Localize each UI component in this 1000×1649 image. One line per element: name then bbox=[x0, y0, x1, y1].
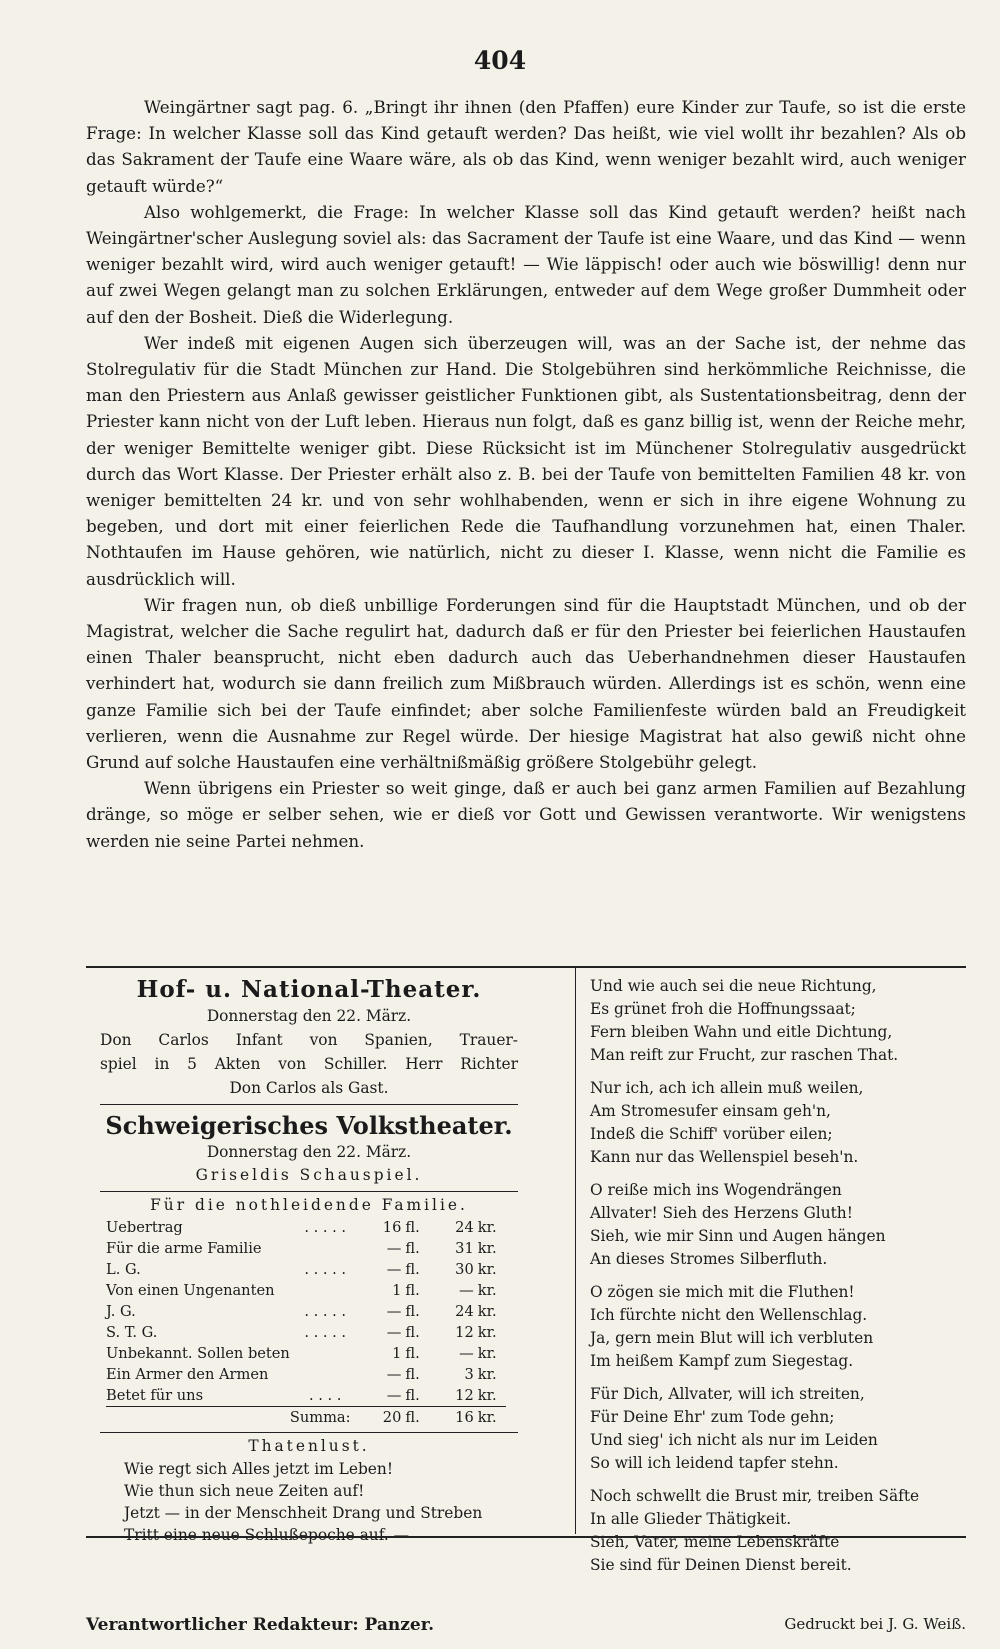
row-kr: — bbox=[459, 1282, 474, 1299]
row-dots: . . . . bbox=[308, 1387, 342, 1404]
sum-fl: 20 bbox=[361, 1407, 402, 1429]
poem-line: O zögen sie mich mit die Fluthen! bbox=[590, 1283, 855, 1301]
poem-line: An dieses Stromes Silberfluth. bbox=[590, 1250, 828, 1268]
poem-line: O reiße mich ins Wogendrängen bbox=[590, 1181, 842, 1199]
theater1-program bbox=[100, 1028, 518, 1100]
row-kr-unit: kr. bbox=[477, 1366, 497, 1383]
collection-row bbox=[106, 1364, 506, 1385]
section-divider bbox=[86, 966, 966, 968]
row-fl: — bbox=[386, 1240, 402, 1257]
row-kr-unit: kr. bbox=[477, 1219, 497, 1236]
poem-line: Sieh, wie mir Sinn und Augen hängen bbox=[590, 1227, 886, 1245]
row-label: Unbekannt. Sollen beten bbox=[106, 1345, 290, 1362]
poem-stanza bbox=[590, 1485, 970, 1577]
poem-line: Wie regt sich Alles jetzt im Leben! bbox=[124, 1460, 394, 1478]
poem-line: Für Dich, Allvater, will ich streiten, bbox=[590, 1385, 865, 1403]
footer-divider bbox=[86, 1536, 966, 1538]
poem-line: Sieh, Vater, meine Lebenskräfte bbox=[590, 1533, 840, 1551]
poem-stanza bbox=[590, 1383, 970, 1475]
row-kr-unit: kr. bbox=[477, 1324, 497, 1341]
row-kr-unit: kr. bbox=[477, 1387, 497, 1404]
row-dots bbox=[290, 1364, 361, 1385]
poem-line: Jetzt — in der Menschheit Drang und Streben bbox=[124, 1504, 483, 1522]
article-paragraph: Wer indeß mit eigenen Augen sich überzeugen will, was an der Sache ist, der nehme das Stolregulativ für die Stadt München zur Hand. Die Stolgebühren sind herkömmliche Reichnisse, die man den Priestern aus Anlaß gewisser geistlicher Funktionen gibt, als Sustentationsbeitrag, denn der Priester kann nicht von der Luft leben. Hieraus nun folgt, daß es ganz billig ist, wenn der Reiche mehr, der weniger Bemittelte weniger gibt. Diese Rücksicht ist im Münchener Stolregulativ ausgedrückt durch das Wort Klasse. Der Priester erhält also z. B. bei der Taufe von bemittelten Familien 48 kr. von weniger bemittelten 24 kr. und von sehr wohlhabenden, wenn er sich in ihre eigene Wohnung zu begeben, und dort mit einer feierlichen Rede die Taufhandlung vorzunehmen hat, einen Thaler. Nothtaufen im Hause gehören, wie natürlich, nicht zu dieser I. Klasse, wenn nicht die Familie es ausdrücklich will. bbox=[86, 332, 966, 589]
collection-table bbox=[106, 1217, 506, 1428]
sum-fl-unit: fl. bbox=[401, 1407, 433, 1429]
row-fl-unit: fl. bbox=[405, 1324, 420, 1341]
row-fl-unit: fl. bbox=[405, 1219, 420, 1236]
row-fl-unit: fl. bbox=[405, 1387, 420, 1404]
row-kr: — bbox=[459, 1345, 474, 1362]
row-kr: 31 bbox=[455, 1240, 474, 1257]
article-paragraph: Wir fragen nun, ob dieß unbillige Forderungen sind für die Hauptstadt München, und ob der Magistrat, welcher die Sache regulirt hat, dadurch daß er für den Priester bei feierlichen Haustaufen einen Thaler beansprucht, nicht eben dadurch auch das Ueberhandnehmen dieser Haustaufen verhindert hat, wodurch sie dann freilich zum Mißbrauch würden. Allerdings ist es schön, wenn eine ganze Familie sich bei der Taufe einfindet; aber solche Familienfeste würden bald an Freudigkeit verlieren, wenn die Ausnahme zur Regel würde. Der hiesige Magistrat hat also gewiß nicht ohne Grund auf solche Haustaufen eine verhältnißmäßig größere Stolgebühr gelegt. bbox=[86, 594, 966, 773]
row-fl: 1 bbox=[392, 1282, 402, 1299]
poem-line: Fern bleiben Wahn und eitle Dichtung, bbox=[590, 1023, 893, 1041]
collection-row bbox=[106, 1322, 506, 1343]
poem-stanza bbox=[590, 975, 970, 1067]
article-paragraph: Also wohlgemerkt, die Frage: In welcher Klasse soll das Kind getauft werden? heißt nach Weingärtner'scher Auslegung soviel als: das Sacrament der Taufe ist eine Waare, und das Kind — wenn weniger bezahlt wird, wird auch weniger getauft! — Wie läppisch! oder auch wie böswillig! denn nur auf zwei Wegen gelangt man zu solchen Erklärungen, entweder auf dem Wege großer Dummheit oder auf den der Bosheit. Dieß die Widerlegung. bbox=[86, 201, 966, 327]
poem-line: Sie sind für Deinen Dienst bereit. bbox=[590, 1556, 852, 1574]
row-kr: 12 bbox=[455, 1324, 474, 1341]
poem-line: Kann nur das Wellenspiel beseh'n. bbox=[590, 1148, 859, 1166]
editor-line: Verantwortlicher Redakteur: Panzer. bbox=[86, 1615, 435, 1635]
theater1-line: Don Carlos als Gast. bbox=[229, 1079, 389, 1097]
row-kr: 30 bbox=[455, 1261, 474, 1278]
row-label: Uebertrag bbox=[106, 1219, 183, 1236]
left-column bbox=[100, 975, 518, 1546]
theater2-play: Griseldis Schauspiel. bbox=[195, 1166, 423, 1184]
theater1-date: Donnerstag den 22. März. bbox=[206, 1007, 412, 1025]
row-dots bbox=[290, 1238, 361, 1259]
row-label: S. T. G. bbox=[106, 1324, 158, 1341]
poem-line: Indeß die Schiff' vorüber eilen; bbox=[590, 1125, 833, 1143]
collection-row bbox=[106, 1259, 506, 1280]
row-fl-unit: fl. bbox=[405, 1240, 420, 1257]
sum-kr: 16 bbox=[433, 1407, 474, 1429]
row-fl: — bbox=[386, 1387, 402, 1404]
row-fl-unit: fl. bbox=[405, 1282, 420, 1299]
poem-stanza bbox=[590, 1077, 970, 1169]
theater1-line: Don Carlos Infant von Spanien, Trauer- bbox=[100, 1031, 518, 1049]
row-kr: 24 bbox=[455, 1303, 474, 1320]
row-fl-unit: fl. bbox=[405, 1366, 420, 1383]
row-fl: — bbox=[386, 1303, 402, 1320]
row-kr-unit: kr. bbox=[477, 1303, 497, 1320]
row-label: Ein Armer den Armen bbox=[106, 1366, 269, 1383]
row-kr-unit: kr. bbox=[477, 1240, 497, 1257]
theater1-line: spiel in 5 Akten von Schiller. Herr Richter bbox=[100, 1055, 518, 1073]
article-body bbox=[86, 94, 966, 854]
row-fl-unit: fl. bbox=[405, 1303, 420, 1320]
divider bbox=[100, 1432, 518, 1433]
row-fl: 16 bbox=[382, 1219, 402, 1236]
row-fl: — bbox=[386, 1366, 402, 1383]
row-dots bbox=[290, 1280, 361, 1301]
poem-line: So will ich leidend tapfer stehn. bbox=[590, 1454, 839, 1472]
divider bbox=[100, 1191, 518, 1192]
poem-stanza bbox=[590, 1281, 970, 1373]
poem-stanza bbox=[590, 1179, 970, 1271]
sum-kr-unit: kr. bbox=[474, 1407, 506, 1429]
printer-line: Gedruckt bei J. G. Weiß. bbox=[784, 1615, 966, 1633]
row-dots: . . . . . bbox=[304, 1303, 347, 1320]
right-column-poem bbox=[590, 975, 970, 1587]
collection-row bbox=[106, 1301, 506, 1322]
row-label: J. G. bbox=[106, 1303, 136, 1320]
row-label: Für die arme Familie bbox=[106, 1240, 262, 1257]
poem-title: Thatenlust. bbox=[248, 1437, 370, 1455]
row-label: Betet für uns bbox=[106, 1387, 204, 1404]
collection-sum-row bbox=[106, 1407, 506, 1429]
theater2-title: Schweigerisches Volkstheater. bbox=[105, 1111, 513, 1140]
poem-line: Es grünet froh die Hoffnungssaat; bbox=[590, 1000, 856, 1018]
article-paragraph: Weingärtner sagt pag. 6. „Bringt ihr ihnen (den Pfaffen) eure Kinder zur Taufe, so ist die erste Frage: In welcher Klasse soll das Kind getauft werden? Das heißt, wie viel wollt ihr bezahlen? Als ob das Sakrament der Taufe eine Waare wäre, als ob das Kind, wenn weniger bezahlt wird, auch weniger getauft würde?“ bbox=[86, 97, 966, 196]
poem-line: Und sieg' ich nicht als nur im Leiden bbox=[590, 1431, 878, 1449]
row-fl-unit: fl. bbox=[405, 1261, 420, 1278]
article-paragraph: Wenn übrigens ein Priester so weit ginge, daß er auch bei ganz armen Familien auf Bezahlung dränge, so möge er selber sehen, wie er dieß vor Gott und Gewissen verantworte. Wir wenigstens werden nie seine Partei nehmen. bbox=[86, 778, 966, 851]
column-divider bbox=[575, 968, 576, 1534]
row-dots: . . . . . bbox=[304, 1219, 347, 1236]
collection-row bbox=[106, 1217, 506, 1238]
poem-line: Allvater! Sieh des Herzens Gluth! bbox=[590, 1204, 853, 1222]
collection-row bbox=[106, 1238, 506, 1259]
row-kr-unit: kr. bbox=[477, 1345, 497, 1362]
row-dots: . . . . . bbox=[304, 1324, 347, 1341]
poem-line: Im heißem Kampf zum Siegestag. bbox=[590, 1352, 854, 1370]
sum-label: Summa: bbox=[290, 1407, 361, 1429]
row-dots bbox=[290, 1343, 361, 1364]
row-kr-unit: kr. bbox=[477, 1261, 497, 1278]
row-label: Von einen Ungenanten bbox=[106, 1282, 275, 1299]
page-number: 404 bbox=[473, 46, 527, 75]
row-kr: 12 bbox=[455, 1387, 474, 1404]
row-kr-unit: kr. bbox=[477, 1282, 497, 1299]
poem-line: In alle Glieder Thätigkeit. bbox=[590, 1510, 792, 1528]
poem-line: Man reift zur Frucht, zur raschen That. bbox=[590, 1046, 899, 1064]
poem-left-stanza bbox=[124, 1458, 518, 1546]
collection-row bbox=[106, 1280, 506, 1301]
row-fl: 1 bbox=[392, 1345, 402, 1362]
poem-line: Am Stromesufer einsam geh'n, bbox=[590, 1102, 831, 1120]
row-kr: 3 bbox=[464, 1366, 474, 1383]
poem-line: Für Deine Ehr' zum Tode gehn; bbox=[590, 1408, 835, 1426]
row-fl: — bbox=[386, 1324, 402, 1341]
theater2-date: Donnerstag den 22. März. bbox=[206, 1143, 412, 1161]
poem-line: Ja, gern mein Blut will ich verbluten bbox=[590, 1329, 874, 1347]
poem-line: Noch schwellt die Brust mir, treiben Säfte bbox=[590, 1487, 920, 1505]
collection-title: Für die nothleidende Familie. bbox=[150, 1196, 468, 1214]
poem-line: Tritt eine neue Schlußepoche auf. — bbox=[124, 1526, 410, 1544]
row-fl-unit: fl. bbox=[405, 1345, 420, 1362]
row-label: L. G. bbox=[106, 1261, 141, 1278]
theater1-title: Hof- u. National-Theater. bbox=[136, 976, 482, 1003]
poem-line: Ich fürchte nicht den Wellenschlag. bbox=[590, 1306, 868, 1324]
poem-line: Und wie auch sei die neue Richtung, bbox=[590, 977, 877, 995]
poem-line: Wie thun sich neue Zeiten auf! bbox=[124, 1482, 365, 1500]
collection-row bbox=[106, 1385, 506, 1407]
row-fl: — bbox=[386, 1261, 402, 1278]
collection-row bbox=[106, 1343, 506, 1364]
poem-line: Nur ich, ach ich allein muß weilen, bbox=[590, 1079, 864, 1097]
row-kr: 24 bbox=[455, 1219, 474, 1236]
divider bbox=[100, 1104, 518, 1105]
row-dots: . . . . . bbox=[304, 1261, 347, 1278]
